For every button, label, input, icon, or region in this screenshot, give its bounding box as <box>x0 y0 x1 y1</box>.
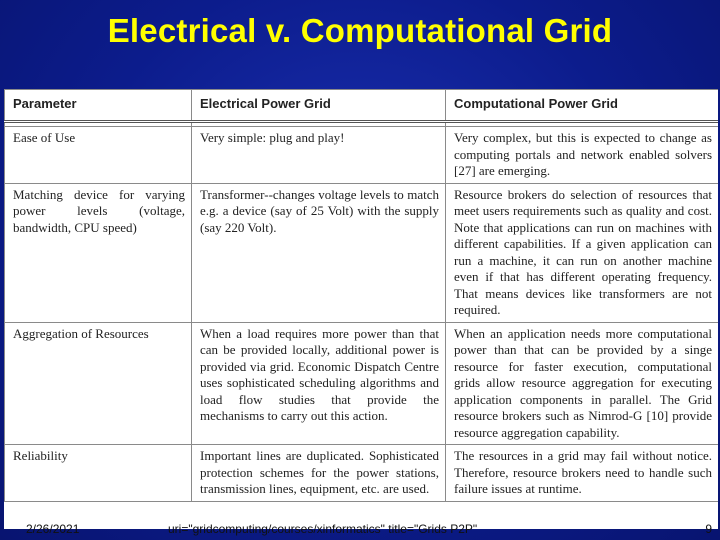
header-computational: Computational Power Grid <box>446 90 719 122</box>
parameter-cell: Aggregation of Resources <box>5 322 192 445</box>
header-parameter: Parameter <box>5 90 192 122</box>
table-row <box>5 127 719 184</box>
table-row <box>5 322 719 445</box>
table-row <box>5 445 719 502</box>
parameter-cell: Reliability <box>5 445 192 502</box>
computational-cell: Very complex, but this is expected to change as computing portals and network enabled solvers [27] are emerging. <box>446 127 719 184</box>
table-header-row <box>5 90 719 122</box>
parameter-cell: Ease of Use <box>5 127 192 184</box>
header-electrical: Electrical Power Grid <box>192 90 446 122</box>
electrical-cell: Transformer--changes voltage levels to match e.g. a device (say of 25 Volt) with the supply (say 220 Volt). <box>192 183 446 322</box>
footer-date: 2/26/2021 <box>26 522 80 536</box>
computational-cell: Resource brokers do selection of resources that meet users requirements such as quality and cost. Note that applications can run on machines with different capabilities. If a given application can run a machine, it can run on another machine even if that has different operating frequency. That means devices like transformers are not required. <box>446 183 719 322</box>
computational-cell: The resources in a grid may fail without notice. Therefore, resource brokers need to handle such failure issues at runtime. <box>446 445 719 502</box>
comparison-table <box>4 89 718 502</box>
slide-footer <box>0 518 720 540</box>
page-number: 9 <box>705 522 712 536</box>
slide-title: Electrical v. Computational Grid <box>107 12 613 49</box>
computational-cell: When an application needs more computational power than that can be provided by a singe resource for faster execution, computational grids allow resource aggregation for executing application components in parallel. The Grid resource brokers such as Nimrod-G [10] provide resource aggregation capability. <box>446 322 719 445</box>
electrical-cell: Very simple: plug and play! <box>192 127 446 184</box>
parameter-cell: Matching device for varying power levels (voltage, bandwidth, CPU speed) <box>5 183 192 322</box>
electrical-cell: When a load requires more power than that can be provided locally, additional power is provided via grid. Economic Dispatch Centre uses sophisticated scheduling algorithms and load flow studies that provide the mechanisms to carry out this action. <box>192 322 446 445</box>
electrical-cell: Important lines are duplicated. Sophisticated protection schemes for the power stations, transmission lines, equipment, etc. are used. <box>192 445 446 502</box>
comparison-table-container <box>4 89 718 529</box>
footer-source: uri="gridcomputing/courses/xinformatics" title="Grids P2P" <box>168 522 478 536</box>
table-row <box>5 183 719 322</box>
